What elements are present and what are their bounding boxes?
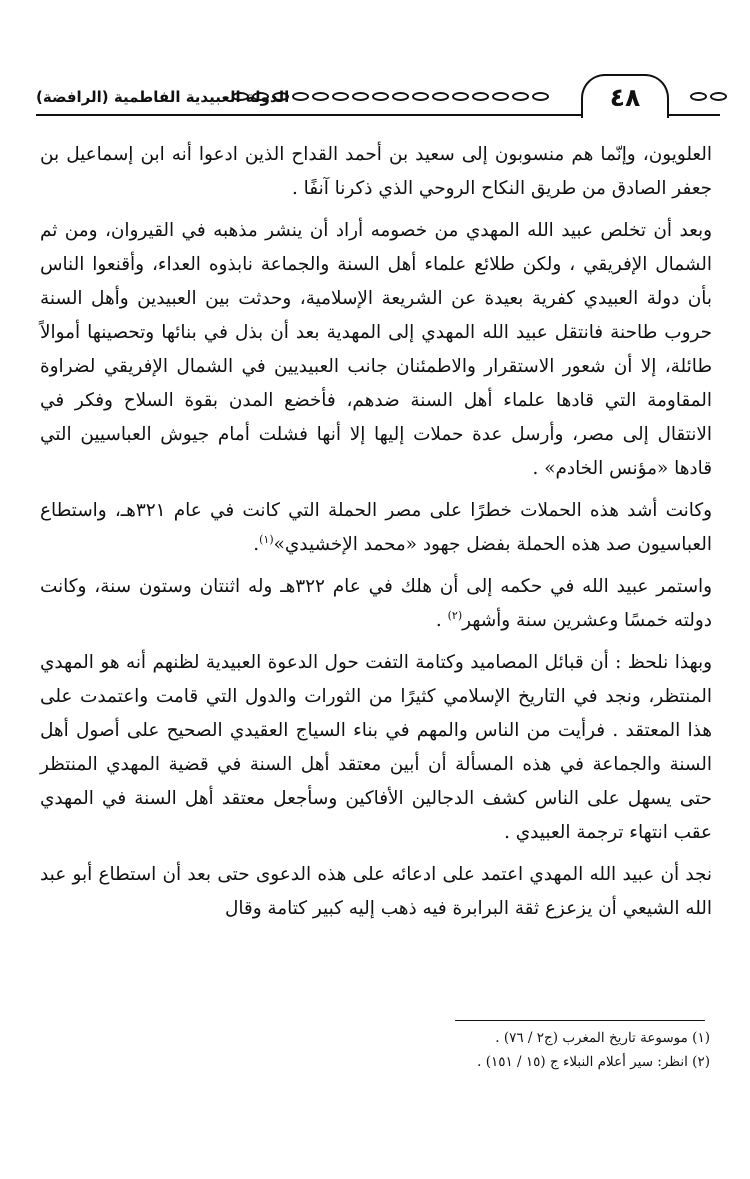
paragraph-text: العلويون، وإنّما هم منسوبون إلى سعيد بن أحمد القداح الذين ادعوا أنه ابن إسماعيل بن جعفر الصادق من طريق النكاح الروحي الذي ذكرنا آنفًا . bbox=[40, 144, 712, 199]
ornament-chain-right bbox=[690, 92, 727, 101]
body-text bbox=[40, 138, 712, 934]
paragraph-2 bbox=[40, 214, 712, 486]
footnote-rule bbox=[455, 1020, 705, 1021]
paragraph-4 bbox=[40, 570, 712, 638]
paragraph-1 bbox=[40, 138, 712, 206]
paragraph-text: واستمر عبيد الله في حكمه إلى أن هلك في عام ٣٢٢هـ وله اثنتان وستون سنة، وكانت دولته خمسًا وعشرين سنة وأشهر bbox=[40, 576, 712, 631]
page-number-box bbox=[581, 74, 669, 118]
paragraph-text: وكانت أشد هذه الحملات خطرًا على مصر الحملة التي كانت في عام ٣٢١هـ، واستطاع العباسيون صد هذه الحملة بفضل جهود «محمد الإخشيدي» bbox=[40, 500, 712, 555]
footnote-marker: (٢) bbox=[447, 608, 463, 622]
paragraph-text: وبعد أن تخلص عبيد الله المهدي من خصومه أراد أن ينشر مذهبه في القيروان، ومن ثم الشمال الإفريقي ، ولكن طلائع علماء أهل السنة والجماعة نابذوه العداء، وأقنعوا الناس بأن دولة العبيدي كفرية بعيدة عن الشريعة الإسلامية، وحدثت بين العبيدين وأهل السنة حروب طاحنة فانتقل عبيد الله المهدي إلى المهدية بعد أن بذل في بنائها وتحصينها أموالاً طائلة، إلا أن شعور الاستقرار والاطمئنان جانب العبيديين في الشمال الإفريقي لضراوة المقاومة التي قادها علماء أهل السنة ضدهم، فأخضع المدن بقوة السلاح وفكر في الانتقال إلى مصر، وأرسل عدة حملات إليها إلا أنها فشلت أمام جيوش العباسيين التي قادها «مؤنس الخادم» . bbox=[40, 220, 712, 479]
page-header bbox=[36, 74, 720, 118]
footnote-2: (٢) انظر: سير أعلام النبلاء ج (١٥ / ١٥١) . bbox=[477, 1054, 710, 1070]
paragraph-text: . bbox=[435, 610, 448, 631]
paragraph-6 bbox=[40, 858, 712, 926]
footnote-marker: (١) bbox=[259, 532, 274, 546]
paragraph-text: نجد أن عبيد الله المهدي اعتمد على ادعائه على هذه الدعوى حتى بعد أن استطاع أبو عبد الله الشيعي أن يزعزع ثقة البرابرة فيه ذهب إليه كبير كتامة وقال bbox=[40, 864, 712, 919]
paragraph-text: وبهذا نلحظ : أن قبائل المصاميد وكتامة التفت حول الدعوة العبيدية لظنهم أنه هو المهدي المنتظر، ونجد في التاريخ الإسلامي كثيرًا من الثورات والدول التي قامت واعتمدت على هذا المعتقد . فرأيت من الناس والمهم في بناء السياج العقيدي الصحيح على أصول أهل السنة والجماعة في هذه المسألة أن أبين معتقد أهل السنة في قضية المهدي المنتظر حتى يسهل على الناس كشف الدجالين الأفاكين وسأجعل معتقد أهل السنة في المهدي عقب انتهاء ترجمة العبيدي . bbox=[40, 652, 712, 843]
paragraph-5 bbox=[40, 646, 712, 850]
footnote-1: (١) موسوعة تاريخ المغرب (ج٢ / ٧٦) . bbox=[495, 1030, 710, 1046]
ornament-chain-left bbox=[232, 92, 549, 101]
running-title: الدولة العبيدية الفاطمية (الرافضة) bbox=[36, 88, 290, 106]
footnotes bbox=[40, 1026, 710, 1074]
paragraph-text: . bbox=[253, 534, 260, 555]
paragraph-3 bbox=[40, 494, 712, 562]
page-number: ٤٨ bbox=[609, 82, 641, 112]
